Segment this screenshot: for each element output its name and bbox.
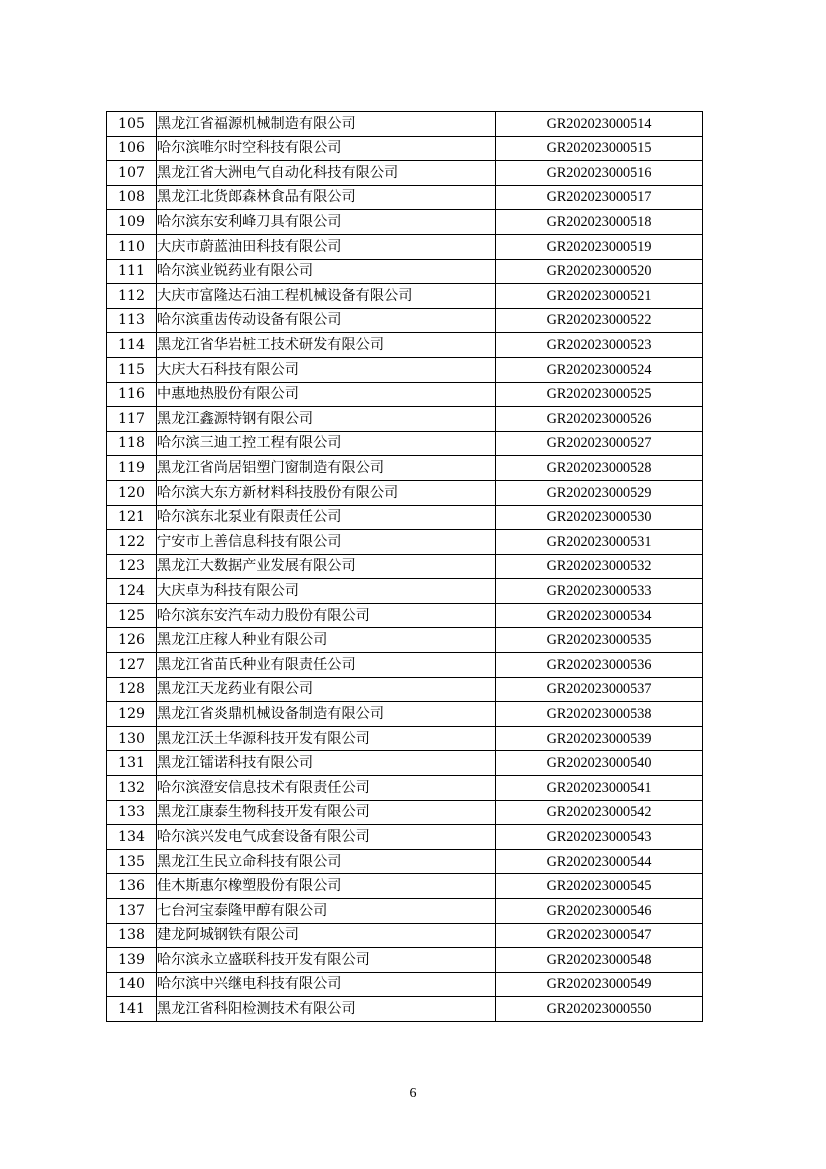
company-name-cell: 七台河宝泰隆甲醇有限公司 — [157, 899, 496, 924]
company-table-body — [107, 112, 703, 1022]
table-row — [107, 776, 703, 801]
row-number-cell: 138 — [107, 923, 157, 948]
table-row — [107, 431, 703, 456]
company-name-cell: 黑龙江大数据产业发展有限公司 — [157, 554, 496, 579]
row-number-cell: 111 — [107, 259, 157, 284]
row-number-cell: 129 — [107, 702, 157, 727]
company-name-cell: 黑龙江省尚居铝塑门窗制造有限公司 — [157, 456, 496, 481]
company-name-cell: 大庆卓为科技有限公司 — [157, 579, 496, 604]
table-row — [107, 849, 703, 874]
row-number-cell: 132 — [107, 776, 157, 801]
certificate-code-cell: GR202023000547 — [496, 923, 703, 948]
company-name-cell: 黑龙江天龙药业有限公司 — [157, 677, 496, 702]
row-number-cell: 139 — [107, 948, 157, 973]
certificate-code-cell: GR202023000535 — [496, 628, 703, 653]
row-number-cell: 120 — [107, 480, 157, 505]
certificate-code-cell: GR202023000545 — [496, 874, 703, 899]
certificate-code-cell: GR202023000534 — [496, 603, 703, 628]
certificate-code-cell: GR202023000542 — [496, 800, 703, 825]
certificate-code-cell: GR202023000538 — [496, 702, 703, 727]
certificate-code-cell: GR202023000533 — [496, 579, 703, 604]
company-name-cell: 黑龙江康泰生物科技开发有限公司 — [157, 800, 496, 825]
certificate-code-cell: GR202023000541 — [496, 776, 703, 801]
table-row — [107, 112, 703, 137]
company-name-cell: 黑龙江庄稼人种业有限公司 — [157, 628, 496, 653]
table-row — [107, 407, 703, 432]
table-row — [107, 161, 703, 186]
certificate-code-cell: GR202023000540 — [496, 751, 703, 776]
row-number-cell: 106 — [107, 136, 157, 161]
company-name-cell: 宁安市上善信息科技有限公司 — [157, 530, 496, 555]
certificate-code-cell: GR202023000530 — [496, 505, 703, 530]
table-row — [107, 579, 703, 604]
certificate-code-cell: GR202023000519 — [496, 234, 703, 259]
certificate-code-cell: GR202023000523 — [496, 333, 703, 358]
row-number-cell: 118 — [107, 431, 157, 456]
row-number-cell: 140 — [107, 972, 157, 997]
certificate-code-cell: GR202023000549 — [496, 972, 703, 997]
row-number-cell: 108 — [107, 185, 157, 210]
table-row — [107, 357, 703, 382]
row-number-cell: 136 — [107, 874, 157, 899]
row-number-cell: 123 — [107, 554, 157, 579]
row-number-cell: 131 — [107, 751, 157, 776]
certificate-code-cell: GR202023000524 — [496, 357, 703, 382]
table-row — [107, 185, 703, 210]
company-name-cell: 哈尔滨中兴继电科技有限公司 — [157, 972, 496, 997]
certificate-code-cell: GR202023000514 — [496, 112, 703, 137]
certificate-code-cell: GR202023000520 — [496, 259, 703, 284]
table-row — [107, 554, 703, 579]
company-name-cell: 黑龙江省福源机械制造有限公司 — [157, 112, 496, 137]
company-name-cell: 黑龙江省大洲电气自动化科技有限公司 — [157, 161, 496, 186]
row-number-cell: 116 — [107, 382, 157, 407]
company-name-cell: 大庆大石科技有限公司 — [157, 357, 496, 382]
row-number-cell: 114 — [107, 333, 157, 358]
row-number-cell: 109 — [107, 210, 157, 235]
company-name-cell: 大庆市富隆达石油工程机械设备有限公司 — [157, 284, 496, 309]
company-name-cell: 黑龙江沃土华源科技开发有限公司 — [157, 726, 496, 751]
company-name-cell: 哈尔滨兴发电气成套设备有限公司 — [157, 825, 496, 850]
table-row — [107, 948, 703, 973]
table-row — [107, 702, 703, 727]
row-number-cell: 107 — [107, 161, 157, 186]
row-number-cell: 117 — [107, 407, 157, 432]
certificate-code-cell: GR202023000537 — [496, 677, 703, 702]
table-row — [107, 382, 703, 407]
certificate-code-cell: GR202023000521 — [496, 284, 703, 309]
row-number-cell: 134 — [107, 825, 157, 850]
certificate-code-cell: GR202023000517 — [496, 185, 703, 210]
page-number: 6 — [409, 1086, 417, 1101]
certificate-code-cell: GR202023000546 — [496, 899, 703, 924]
certificate-code-cell: GR202023000522 — [496, 308, 703, 333]
company-name-cell: 哈尔滨三迪工控工程有限公司 — [157, 431, 496, 456]
table-row — [107, 259, 703, 284]
row-number-cell: 126 — [107, 628, 157, 653]
table-row — [107, 456, 703, 481]
table-row — [107, 874, 703, 899]
table-row — [107, 628, 703, 653]
company-name-cell: 黑龙江省炎鼎机械设备制造有限公司 — [157, 702, 496, 727]
table-row — [107, 972, 703, 997]
row-number-cell: 115 — [107, 357, 157, 382]
row-number-cell: 133 — [107, 800, 157, 825]
company-name-cell: 哈尔滨澄安信息技术有限责任公司 — [157, 776, 496, 801]
certificate-code-cell: GR202023000528 — [496, 456, 703, 481]
certificate-code-cell: GR202023000525 — [496, 382, 703, 407]
row-number-cell: 135 — [107, 849, 157, 874]
company-name-cell: 建龙阿城钢铁有限公司 — [157, 923, 496, 948]
certificate-code-cell: GR202023000526 — [496, 407, 703, 432]
row-number-cell: 105 — [107, 112, 157, 137]
row-number-cell: 137 — [107, 899, 157, 924]
table-row — [107, 505, 703, 530]
table-row — [107, 899, 703, 924]
company-name-cell: 哈尔滨东安汽车动力股份有限公司 — [157, 603, 496, 628]
row-number-cell: 112 — [107, 284, 157, 309]
company-name-cell: 黑龙江鑫源特钢有限公司 — [157, 407, 496, 432]
certificate-code-cell: GR202023000518 — [496, 210, 703, 235]
certificate-code-cell: GR202023000529 — [496, 480, 703, 505]
table-row — [107, 308, 703, 333]
company-name-cell: 哈尔滨大东方新材料科技股份有限公司 — [157, 480, 496, 505]
company-name-cell: 哈尔滨唯尔时空科技有限公司 — [157, 136, 496, 161]
row-number-cell: 130 — [107, 726, 157, 751]
row-number-cell: 113 — [107, 308, 157, 333]
certificate-code-cell: GR202023000548 — [496, 948, 703, 973]
company-name-cell: 哈尔滨重齿传动设备有限公司 — [157, 308, 496, 333]
table-row — [107, 284, 703, 309]
certificate-code-cell: GR202023000515 — [496, 136, 703, 161]
row-number-cell: 110 — [107, 234, 157, 259]
table-row — [107, 653, 703, 678]
company-name-cell: 哈尔滨东北泵业有限责任公司 — [157, 505, 496, 530]
table-row — [107, 333, 703, 358]
certificate-code-cell: GR202023000532 — [496, 554, 703, 579]
table-row — [107, 677, 703, 702]
company-name-cell: 黑龙江镭诺科技有限公司 — [157, 751, 496, 776]
company-name-cell: 佳木斯惠尔橡塑股份有限公司 — [157, 874, 496, 899]
table-row — [107, 997, 703, 1022]
company-table — [106, 111, 703, 1022]
table-row — [107, 603, 703, 628]
company-name-cell: 黑龙江省华岩桩工技术研发有限公司 — [157, 333, 496, 358]
certificate-code-cell: GR202023000550 — [496, 997, 703, 1022]
certificate-code-cell: GR202023000516 — [496, 161, 703, 186]
certificate-code-cell: GR202023000531 — [496, 530, 703, 555]
company-name-cell: 黑龙江省科阳检测技术有限公司 — [157, 997, 496, 1022]
table-row — [107, 480, 703, 505]
row-number-cell: 122 — [107, 530, 157, 555]
certificate-code-cell: GR202023000536 — [496, 653, 703, 678]
row-number-cell: 128 — [107, 677, 157, 702]
table-row — [107, 530, 703, 555]
company-name-cell: 黑龙江生民立命科技有限公司 — [157, 849, 496, 874]
row-number-cell: 127 — [107, 653, 157, 678]
table-row — [107, 800, 703, 825]
company-name-cell: 哈尔滨业锐药业有限公司 — [157, 259, 496, 284]
table-row — [107, 825, 703, 850]
company-name-cell: 哈尔滨东安利峰刀具有限公司 — [157, 210, 496, 235]
company-name-cell: 中惠地热股份有限公司 — [157, 382, 496, 407]
row-number-cell: 124 — [107, 579, 157, 604]
row-number-cell: 141 — [107, 997, 157, 1022]
row-number-cell: 119 — [107, 456, 157, 481]
table-row — [107, 751, 703, 776]
table-row — [107, 210, 703, 235]
company-name-cell: 大庆市蔚蓝油田科技有限公司 — [157, 234, 496, 259]
company-name-cell: 黑龙江省苗氏种业有限责任公司 — [157, 653, 496, 678]
table-row — [107, 726, 703, 751]
certificate-code-cell: GR202023000539 — [496, 726, 703, 751]
certificate-code-cell: GR202023000527 — [496, 431, 703, 456]
row-number-cell: 125 — [107, 603, 157, 628]
company-name-cell: 黑龙江北货郎森林食品有限公司 — [157, 185, 496, 210]
row-number-cell: 121 — [107, 505, 157, 530]
certificate-code-cell: GR202023000544 — [496, 849, 703, 874]
table-row — [107, 136, 703, 161]
certificate-code-cell: GR202023000543 — [496, 825, 703, 850]
table-row — [107, 923, 703, 948]
table-row — [107, 234, 703, 259]
company-name-cell: 哈尔滨永立盛联科技开发有限公司 — [157, 948, 496, 973]
